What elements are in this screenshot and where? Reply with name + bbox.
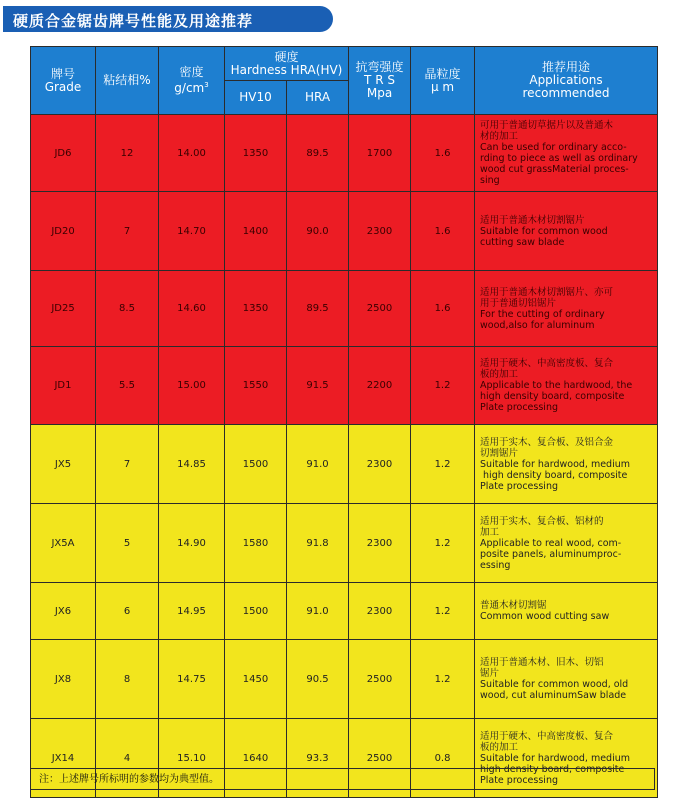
- cell-hra: 90.5: [287, 640, 349, 719]
- cell-trs: 2300: [349, 504, 411, 583]
- application-line: 板的加工: [480, 741, 519, 753]
- application-line: 适用于实木、复合板、及铝合金: [480, 436, 614, 448]
- application-line: Plate processing: [480, 774, 558, 786]
- header-grade-cn: 牌号: [50, 66, 75, 81]
- cell-density: 14.75: [159, 640, 225, 719]
- header-trs-en: T R S: [364, 73, 395, 87]
- cell-binder: 7: [96, 425, 159, 504]
- cell-density: 14.60: [159, 271, 225, 347]
- cell-application: [475, 271, 658, 347]
- header-hv10: HV10: [225, 81, 287, 115]
- cell-binder: 6: [96, 583, 159, 640]
- header-grain: [411, 47, 475, 115]
- cell-grade: JX5: [31, 425, 96, 504]
- cell-grade: JD1: [31, 347, 96, 425]
- application-line: sing: [480, 175, 500, 186]
- header-density: [159, 47, 225, 115]
- cell-hv10: 1500: [225, 583, 287, 640]
- header-trs-unit: Mpa: [366, 86, 393, 100]
- application-line: Can be used for ordinary acco-: [480, 142, 627, 153]
- header-app-en1: Applications: [529, 73, 603, 87]
- cell-hv10: 1640: [225, 719, 287, 798]
- cell-grain: 0.8: [411, 719, 475, 798]
- application-line: 可用于普通切草据片以及普通木: [480, 120, 614, 131]
- cell-application: [475, 347, 658, 425]
- cell-hv10: 1350: [225, 115, 287, 192]
- cell-binder: 7: [96, 192, 159, 271]
- application-line: 板的加工: [480, 369, 519, 380]
- cell-binder: 8: [96, 640, 159, 719]
- application-line: Suitable for hardwood, medium: [480, 752, 630, 764]
- header-hardness-cn: 硬度: [274, 49, 299, 64]
- header-applications: [475, 47, 658, 115]
- application-line: Suitable for common wood, old: [480, 679, 629, 690]
- cell-grain: 1.2: [411, 640, 475, 719]
- header-density-cn: 密度: [179, 65, 204, 79]
- application-line: Plate processing: [480, 480, 558, 492]
- table-row: [31, 271, 658, 347]
- cell-grade: JD6: [31, 115, 96, 192]
- cell-density: 15.10: [159, 719, 225, 798]
- table-row: [31, 583, 658, 640]
- cell-grain: 1.2: [411, 347, 475, 425]
- header-grade-en: Grade: [44, 79, 82, 94]
- cell-trs: 2300: [349, 425, 411, 504]
- header-trs-cn: 抗弯强度: [355, 60, 404, 74]
- cell-application: [475, 192, 658, 271]
- application-line: 普通木材切割锯: [480, 600, 547, 611]
- title-bar: [3, 6, 333, 32]
- cell-binder: 5: [96, 504, 159, 583]
- cell-hra: 91.5: [287, 347, 349, 425]
- application-line: 适用于硬木、中高密度板、复合: [480, 358, 614, 369]
- cell-density: 14.00: [159, 115, 225, 192]
- cell-density: 14.70: [159, 192, 225, 271]
- application-line: high density board, composite: [480, 763, 625, 775]
- header-hardness: [225, 47, 349, 81]
- cell-grade: JD20: [31, 192, 96, 271]
- cell-grade: JX8: [31, 640, 96, 719]
- header-grain-cn: 晶粒度: [424, 66, 461, 81]
- cell-binder: 8.5: [96, 271, 159, 347]
- application-line: 切割锯片: [480, 447, 519, 459]
- application-line: 材的加工: [480, 131, 519, 142]
- cell-grain: 1.6: [411, 271, 475, 347]
- cell-grade: JX6: [31, 583, 96, 640]
- application-line: 用于普通切铝锯片: [480, 297, 557, 309]
- header-hra: HRA: [287, 81, 349, 115]
- header-grade: [31, 47, 96, 115]
- cell-hv10: 1350: [225, 271, 287, 347]
- table-row: [31, 347, 658, 425]
- cell-grade: JX14: [31, 719, 96, 798]
- cell-hv10: 1400: [225, 192, 287, 271]
- application-line: 适用于实木、复合板、铝材的: [480, 515, 604, 527]
- cell-binder: 4: [96, 719, 159, 798]
- table-row: [31, 504, 658, 583]
- header-density-unit: $g/cm^3$: [174, 81, 209, 95]
- cell-trs: 2500: [349, 271, 411, 347]
- cell-grain: 1.2: [411, 504, 475, 583]
- cell-hra: 91.8: [287, 504, 349, 583]
- cell-grain: 1.6: [411, 192, 475, 271]
- table-row: [31, 640, 658, 719]
- cell-density: 14.85: [159, 425, 225, 504]
- cell-grade: JX5A: [31, 504, 96, 583]
- application-line: wood, cut aluminumSaw blade: [480, 690, 627, 701]
- cell-application: [475, 583, 658, 640]
- header-grain-unit: μ m: [430, 79, 455, 94]
- cell-hra: 89.5: [287, 115, 349, 192]
- application-line: high density board, composite: [480, 391, 625, 402]
- cell-trs: 2300: [349, 583, 411, 640]
- application-line: rding to piece as well as ordinary: [480, 153, 638, 164]
- cell-trs: 2500: [349, 640, 411, 719]
- application-line: 加工: [480, 526, 500, 538]
- cell-hra: 90.0: [287, 192, 349, 271]
- header-binder: 粘结相%: [96, 47, 159, 115]
- header-app-en2: recommended: [522, 86, 610, 100]
- application-line: Applicable to the hardwood, the: [480, 380, 633, 391]
- table-body: [31, 115, 658, 798]
- cell-application: [475, 504, 658, 583]
- application-line: 适用于普通木材切割锯片、亦可: [480, 286, 614, 298]
- header-hardness-en: Hardness HRA(HV): [230, 62, 343, 77]
- footnote: 注：上述牌号所标明的参数均为典型值。: [30, 768, 655, 790]
- cell-trs: 2200: [349, 347, 411, 425]
- header-app-cn: 推荐用途: [542, 60, 591, 74]
- cell-hv10: 1550: [225, 347, 287, 425]
- cell-application: [475, 640, 658, 719]
- application-line: 适用于硬木、中高密度板、复合: [480, 730, 614, 742]
- cell-binder: 5.5: [96, 347, 159, 425]
- application-line: high density board, composite: [480, 469, 628, 481]
- cell-density: 14.90: [159, 504, 225, 583]
- cell-hv10: 1450: [225, 640, 287, 719]
- application-line: Applicable to real wood, com-: [480, 537, 622, 549]
- grade-table: [30, 46, 658, 798]
- application-line: Common wood cutting saw: [480, 611, 610, 622]
- cell-hra: 93.3: [287, 719, 349, 798]
- cell-application: [475, 425, 658, 504]
- header-trs: [349, 47, 411, 115]
- cell-hra: 89.5: [287, 271, 349, 347]
- cell-hv10: 1580: [225, 504, 287, 583]
- cell-trs: 2500: [349, 719, 411, 798]
- cell-trs: 1700: [349, 115, 411, 192]
- application-line: posite panels, aluminumproc-: [480, 548, 622, 560]
- cell-binder: 12: [96, 115, 159, 192]
- cell-grain: 1.2: [411, 583, 475, 640]
- cell-hra: 91.0: [287, 425, 349, 504]
- cell-grade: JD25: [31, 271, 96, 347]
- table-row: [31, 192, 658, 271]
- cell-grain: 1.6: [411, 115, 475, 192]
- cell-application: [475, 115, 658, 192]
- cell-grain: 1.2: [411, 425, 475, 504]
- cell-hra: 91.0: [287, 583, 349, 640]
- application-line: wood,also for aluminum: [480, 319, 595, 331]
- application-line: cutting saw blade: [480, 236, 565, 248]
- page-title: 硬质合金锯齿牌号性能及用途推荐: [13, 12, 254, 30]
- application-line: wood cut grassMaterial proces-: [480, 164, 629, 175]
- application-line: For the cutting of ordinary: [480, 308, 605, 320]
- application-line: 锯片: [480, 668, 500, 679]
- table-row: [31, 115, 658, 192]
- cell-density: 14.95: [159, 583, 225, 640]
- application-line: 适用于普通木材切割锯片: [480, 214, 585, 226]
- application-line: 适用于普通木材、旧木、切铝: [480, 657, 604, 668]
- application-line: Suitable for common wood: [480, 225, 608, 237]
- application-line: essing: [480, 559, 511, 571]
- application-line: Plate processing: [480, 402, 558, 413]
- cell-trs: 2300: [349, 192, 411, 271]
- cell-hv10: 1500: [225, 425, 287, 504]
- application-line: Suitable for hardwood, medium: [480, 458, 630, 470]
- cell-density: 15.00: [159, 347, 225, 425]
- table-row: [31, 425, 658, 504]
